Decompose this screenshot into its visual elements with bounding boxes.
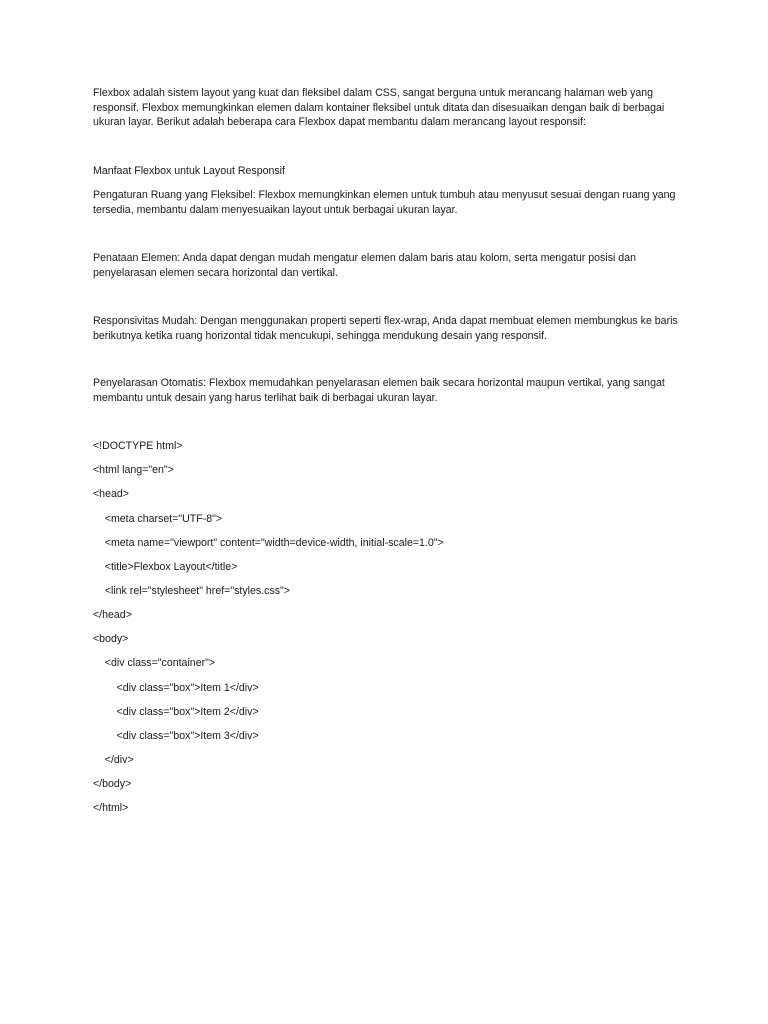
code-line: <!DOCTYPE html> [93, 440, 183, 452]
point-paragraph: Responsivitas Mudah: Dengan menggunakan properti seperti flex-wrap, Anda dapat membuat elemen membungkus ke baris berikutnya ketika ruang horizontal tidak mencukupi, sehingga mendukung desain yang responsif. [93, 315, 678, 342]
code-line: </head> [93, 609, 132, 621]
code-line: </body> [93, 778, 132, 790]
code-line: <html lang="en"> [93, 464, 174, 476]
intro-paragraph: Flexbox adalah sistem layout yang kuat dan fleksibel dalam CSS, sangat berguna untuk merancang halaman web yang responsif. Flexbox memungkinkan elemen dalam kontainer fleksibel untuk ditata dan disesuaikan dengan baik di berbagai ukuran layar. Berikut adalah beberapa cara Flexbox dapat membantu dalam merancang layout responsif: [93, 87, 665, 129]
code-line: <div class="box">Item 2</div> [93, 706, 259, 718]
code-line: </html> [93, 802, 129, 814]
code-line: <meta name="viewport" content="width=device-width, initial-scale=1.0"> [93, 537, 444, 549]
code-line: <link rel="stylesheet" href="styles.css"> [93, 585, 290, 597]
code-line: <meta charset="UTF-8"> [93, 513, 223, 525]
code-line: </div> [93, 754, 134, 766]
code-line: <div class="box">Item 1</div> [93, 682, 259, 694]
code-line: <body> [93, 633, 129, 645]
code-line: <div class="container"> [93, 657, 216, 669]
code-line: <title>Flexbox Layout</title> [93, 561, 238, 573]
point-paragraph: Pengaturan Ruang yang Fleksibel: Flexbox memungkinkan elemen untuk tumbuh atau menyusut sesuai dengan ruang yang tersedia, membantu dalam menyesuaikan layout untuk berbagai ukuran layar. [93, 189, 676, 216]
code-line: <head> [93, 488, 129, 500]
point-paragraph: Penyelarasan Otomatis: Flexbox memudahkan penyelarasan elemen baik secara horizontal maupun vertikal, yang sangat membantu untuk desain yang harus terlihat baik di berbagai ukuran layar. [93, 377, 665, 404]
point-paragraph: Penataan Elemen: Anda dapat dengan mudah mengatur elemen dalam baris atau kolom, serta mengatur posisi dan penyelarasan elemen secara horizontal dan vertikal. [93, 252, 636, 279]
section-heading: Manfaat Flexbox untuk Layout Responsif [93, 165, 285, 177]
code-line: <div class="box">Item 3</div> [93, 730, 259, 742]
